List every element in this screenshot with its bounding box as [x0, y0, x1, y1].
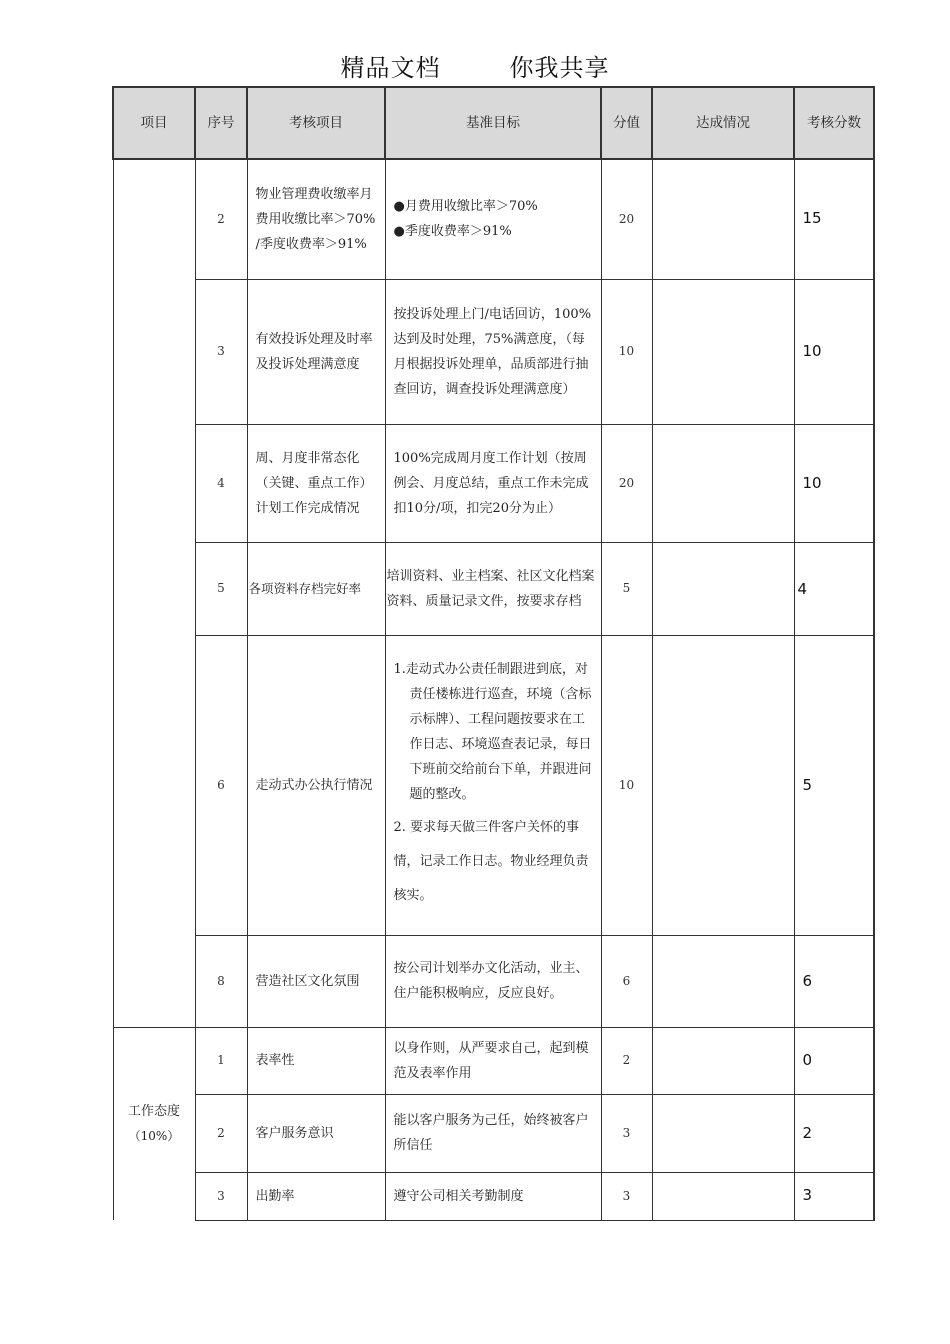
row-no: 2 — [195, 1094, 247, 1172]
category-cell-blank — [113, 159, 195, 1027]
row-target: 培训资料、业主档案、社区文化档案资料、质量记录文件，按要求存档 — [385, 542, 601, 635]
row-score[interactable]: 10 — [794, 424, 874, 542]
row-score[interactable]: 15 — [794, 159, 874, 279]
header-row — [113, 87, 874, 159]
row-no: 1 — [195, 1027, 247, 1094]
row-weight: 2 — [601, 1027, 652, 1094]
row-score[interactable]: 5 — [794, 635, 874, 935]
row-item: 客户服务意识 — [247, 1094, 385, 1172]
row-no: 2 — [195, 159, 247, 279]
row-weight: 3 — [601, 1094, 652, 1172]
row-status[interactable] — [652, 542, 794, 635]
header-score: 考核分数 — [794, 87, 874, 159]
header-category: 项目 — [113, 87, 195, 159]
target-list-item-2: 2. 要求每天做三件客户关怀的事情，记录工作日志。物业经理负责核实。 — [393, 820, 589, 903]
row-weight: 10 — [601, 635, 652, 935]
row-status[interactable] — [652, 635, 794, 935]
row-no: 4 — [195, 424, 247, 542]
table-row — [113, 935, 874, 1027]
row-item: 有效投诉处理及时率及投诉处理满意度 — [247, 279, 385, 424]
row-score[interactable]: 0 — [794, 1027, 874, 1094]
row-status[interactable] — [652, 1172, 794, 1220]
header-weight: 分值 — [601, 87, 652, 159]
row-weight: 10 — [601, 279, 652, 424]
row-weight: 6 — [601, 935, 652, 1027]
row-no: 5 — [195, 542, 247, 635]
row-item: 各项资料存档完好率 — [247, 542, 385, 635]
row-status[interactable] — [652, 279, 794, 424]
table-row — [113, 1027, 874, 1094]
row-item: 物业管理费收缴率月费用收缴比率＞70% /季度收费率＞91% — [247, 159, 385, 279]
row-item: 表率性 — [247, 1027, 385, 1094]
table-row — [113, 1094, 874, 1172]
row-weight: 3 — [601, 1172, 652, 1220]
row-no: 3 — [195, 1172, 247, 1220]
category-cell-attitude — [113, 1027, 195, 1220]
category-label: 工作态度 — [127, 1103, 180, 1119]
header-target: 基准目标 — [385, 87, 601, 159]
category-weight: （10%） — [128, 1128, 180, 1143]
row-target: 遵守公司相关考勤制度 — [385, 1172, 601, 1220]
row-item: 营造社区文化氛围 — [247, 935, 385, 1027]
row-target: 以身作则，从严要求自己，起到模范及表率作用 — [385, 1027, 601, 1094]
row-weight: 20 — [601, 159, 652, 279]
row-score[interactable]: 6 — [794, 935, 874, 1027]
row-status[interactable] — [652, 935, 794, 1027]
target-list-item-1: 1.走动式办公责任制跟进到底，对责任楼栋进行巡查，环境（含标示标牌）、工程问题按要求在工作日志、环境巡查表记录，每日下班前交给前台下单，并跟进问题的整改。 — [393, 662, 592, 802]
row-item: 走动式办公执行情况 — [247, 635, 385, 935]
row-score[interactable]: 4 — [794, 542, 874, 635]
header-item: 考核项目 — [247, 87, 385, 159]
page-title: 精品文档 你我共享 — [340, 54, 610, 82]
row-status[interactable] — [652, 159, 794, 279]
row-target: 100%完成周月度工作计划（按周例会、月度总结，重点工作未完成扣10分/项，扣完20分为止） — [385, 424, 601, 542]
row-status[interactable] — [652, 424, 794, 542]
kpi-table — [112, 86, 875, 1221]
row-no: 6 — [195, 635, 247, 935]
row-target — [385, 159, 601, 279]
table-row — [113, 279, 874, 424]
table-row — [113, 542, 874, 635]
row-score[interactable]: 10 — [794, 279, 874, 424]
row-weight: 20 — [601, 424, 652, 542]
row-no: 8 — [195, 935, 247, 1027]
row-weight: 5 — [601, 542, 652, 635]
table-row — [113, 159, 874, 279]
table-row — [113, 424, 874, 542]
target-line: ●月费用收缴比率＞70% — [393, 199, 538, 215]
row-score[interactable]: 3 — [794, 1172, 874, 1220]
header-status: 达成情况 — [652, 87, 794, 159]
row-target: 按公司计划举办文化活动，业主、住户能积极响应，反应良好。 — [385, 935, 601, 1027]
header-no: 序号 — [195, 87, 247, 159]
row-target: 按投诉处理上门/电话回访，100%达到及时处理，75%满意度，（每月根据投诉处理单，品质部进行抽查回访，调查投诉处理满意度） — [385, 279, 601, 424]
row-item: 周、月度非常态化（关键、重点工作）计划工作完成情况 — [247, 424, 385, 542]
table-row — [113, 635, 874, 935]
row-score[interactable]: 2 — [794, 1094, 874, 1172]
row-status[interactable] — [652, 1027, 794, 1094]
row-target — [385, 635, 601, 935]
row-item: 出勤率 — [247, 1172, 385, 1220]
row-target: 能以客户服务为己任，始终被客户所信任 — [385, 1094, 601, 1172]
table-row — [113, 1172, 874, 1220]
row-status[interactable] — [652, 1094, 794, 1172]
target-line: ●季度收费率＞91% — [393, 224, 512, 240]
row-no: 3 — [195, 279, 247, 424]
